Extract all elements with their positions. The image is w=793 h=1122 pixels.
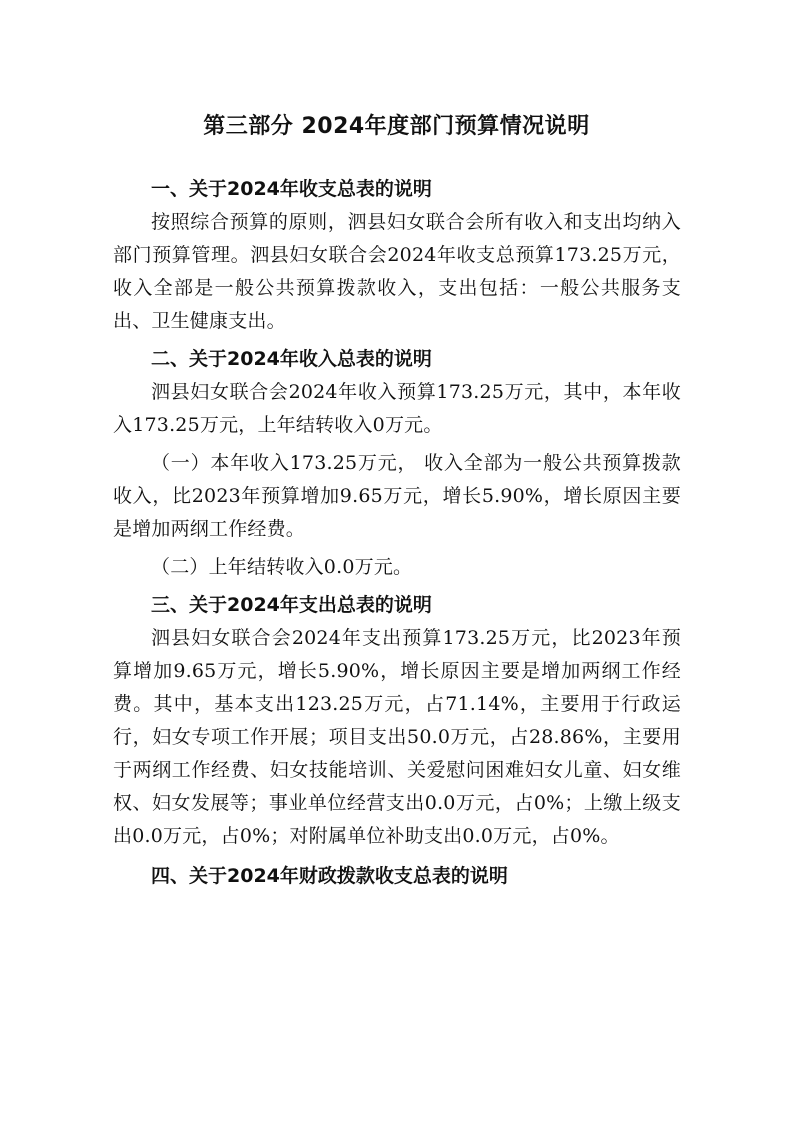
section-2-paragraph-2: （一）本年收入173.25万元， 收入全部为一般公共预算拨款收入，比2023年预算增加9.65万元，增长5.90%，增长原因主要是增加两纲工作经费。	[113, 452, 681, 540]
document-body	[113, 173, 681, 893]
section-1-paragraph-1: 按照综合预算的原则，泗县妇女联合会所有收入和支出均纳入部门预算管理。泗县妇女联合会2024年收支总预算173.25万元，收入全部是一般公共预算拨款收入，支出包括：一般公共服务支出、卫生健康支出。	[113, 211, 681, 332]
section-heading-2: 二、关于2024年收入总表的说明	[151, 348, 432, 370]
section-heading-3: 三、关于2024年支出总表的说明	[151, 594, 432, 616]
section-2-paragraph-3: （二）上年结转收入0.0万元。	[151, 556, 413, 578]
section-3-paragraph-1: 泗县妇女联合会2024年支出预算173.25万元，比2023年预算增加9.65万元，增长5.90%，增长原因主要是增加两纲工作经费。其中，基本支出123.25万元，占71.14%，主要用于行政运行，妇女专项工作开展；项目支出50.0万元，占28.86%，主要用于两纲工作经费、妇女技能培训、关爱慰问困难妇女儿童、妇女维权、妇女发展等；事业单位经营支出0.0万元，占0%；上缴上级支出0.0万元，占0%；对附属单位补助支出0.0万元，占0%。	[113, 627, 681, 847]
section-2-paragraph-1: 泗县妇女联合会2024年收入预算173.25万元，其中，本年收入173.25万元，上年结转收入0万元。	[113, 381, 681, 436]
section-heading-1: 一、关于2024年收支总表的说明	[151, 178, 432, 200]
section-heading-4: 四、关于2024年财政拨款收支总表的说明	[151, 865, 508, 887]
page-title: 第三部分 2024年度部门预算情况说明	[203, 114, 590, 139]
